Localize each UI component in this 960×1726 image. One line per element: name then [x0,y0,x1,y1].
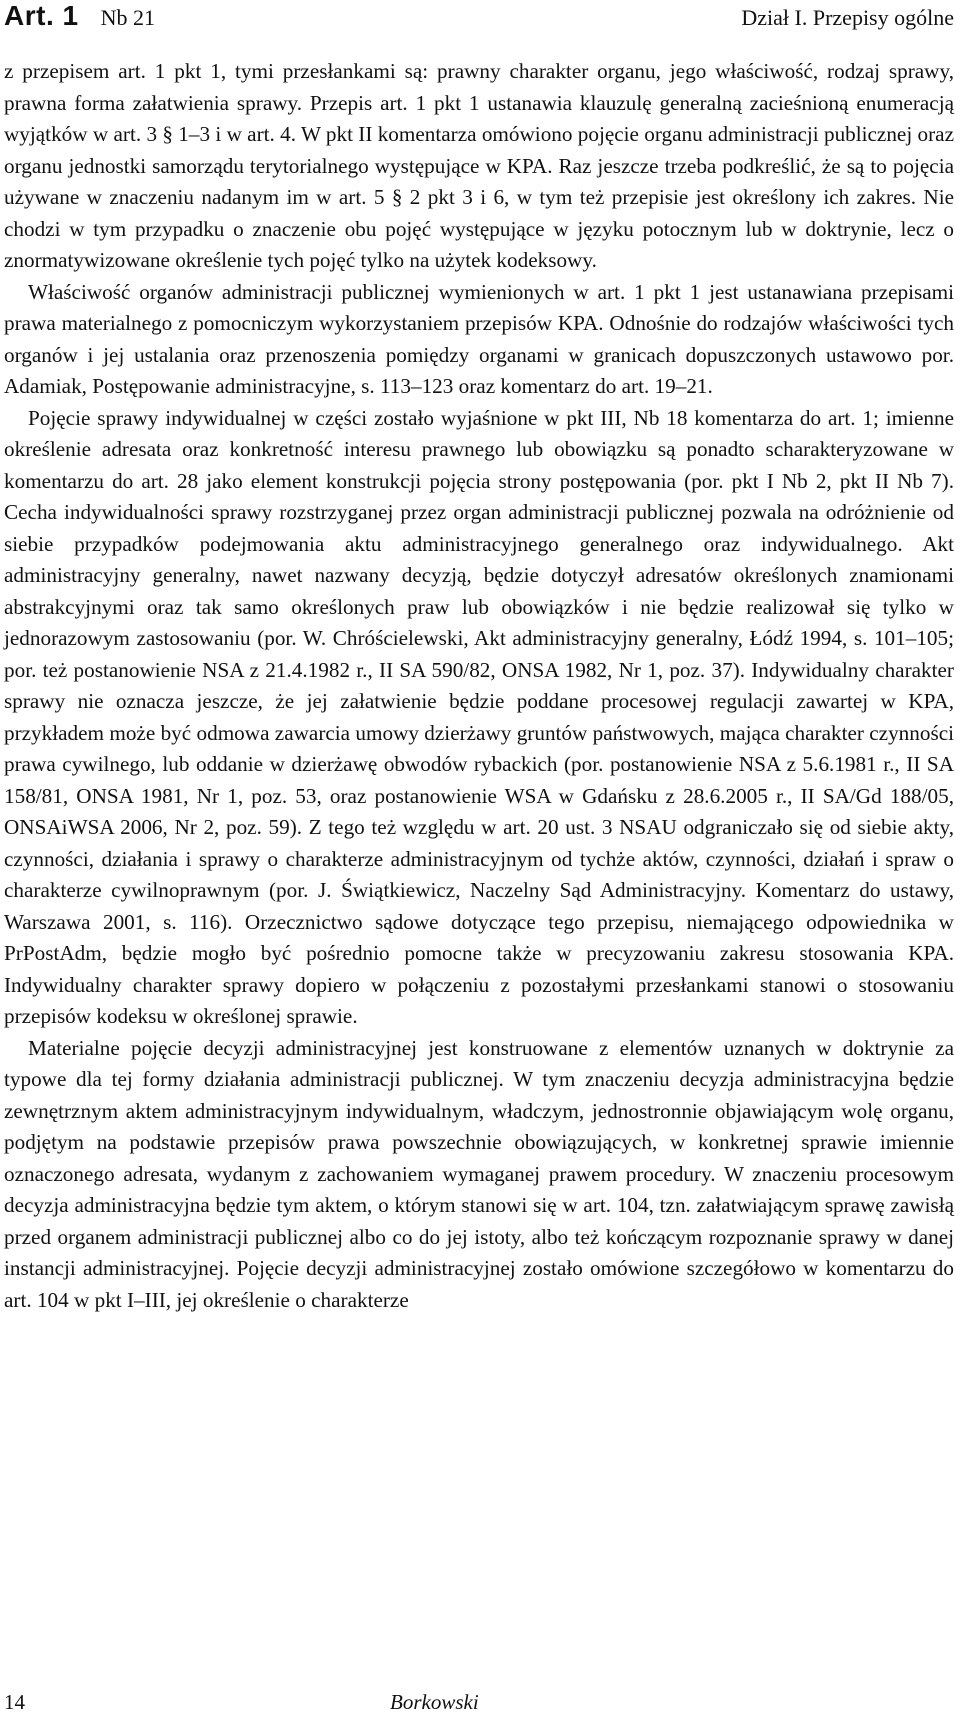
paragraph-3: Pojęcie sprawy indywidualnej w części zostało wyjaśnione w pkt III, Nb 18 komentarza do art. 1; imienne określenie adresata oraz konkretność interesu prawnego lub obowiązku są ponadto scharakteryzowane w komentarzu do art. 28 jako element konstrukcji pojęcia strony postępowania (por. pkt I Nb 2, pkt II Nb 7). Cecha indywidualności sprawy rozstrzyganej przez organ administracji publicznej pozwala na odróżnienie od siebie przypadków podejmowania aktu administracyjnego generalnego oraz indywidualnego. Akt administracyjny generalny, nawet nazwany decyzją, będzie dotyczył adresatów określonych znamionami abstrakcyjnymi oraz tak samo określonych praw lub obowiązków i nie będzie realizował się tylko w jednorazowym zastosowaniu (por. W. Chróścielewski, Akt administracyjny generalny, Łódź 1994, s. 101–105; por. też postanowienie NSA z 21.4.1982 r., II SA 590/82, ONSA 1982, Nr 1, poz. 37). Indywidualny charakter sprawy nie oznacza jeszcze, że jej załatwienie będzie poddane procesowej regulacji zawartej w KPA, przykładem może być odmowa zawarcia umowy dzierżawy gruntów państwowych, mająca charakter czynności prawa cywilnego, lub oddanie w dzierżawę obwodów rybackich (por. postanowienie NSA z 5.6.1981 r., II SA 158/81, ONSA 1981, Nr 1, poz. 53, oraz postanowienie WSA w Gdańsku z 28.6.2005 r., II SA/Gd 188/05, ONSAiWSA 2006, Nr 2, poz. 59). Z tego też względu w art. 20 ust. 3 NSAU odgraniczało się od siebie akty, czynności, działania i sprawy o charakterze administracyjnym od tychże aktów, czynności, działań i spraw o charakterze cywilnoprawnym (por. J. Świątkiewicz, Naczelny Sąd Administracyjny. Komentarz do ustawy, Warszawa 2001, s. 116). Orzecznictwo sądowe dotyczące tego przepisu, niemającego odpowiednika w PrPostAdm, będzie mogło być pośrednio pomocne także w precyzowaniu zakresu stosowania KPA. Indywidualny charakter sprawy dopiero w połączeniu z pozostałymi przesłankami stanowi o stosowaniu przepisów kodeksu w określonej sprawie. [4,405,954,1028]
section-title: Dział I. Przepisy ogólne [741,5,954,30]
running-author: Borkowski [390,1690,479,1714]
page-number: 14 [4,1690,25,1714]
paragraph-1: z przepisem art. 1 pkt 1, tymi przesłankami są: prawny charakter organu, jego właściwość, rodzaj sprawy, prawna forma załatwienia sprawy. Przepis art. 1 pkt 1 ustanawia klauzulę generalną zacieśnioną enumeracją wyjątków w art. 3 § 1–3 i w art. 4. W pkt II komentarza omówiono pojęcie organu administracji publicznej oraz organu jednostki samorządu terytorialnego występujące w KPA. Raz jeszcze trzeba podkreślić, że są to pojęcia używane w znaczeniu nadanym im w art. 5 § 2 pkt 3 i 6, w tym też przepisie jest określony ich zakres. Nie chodzi w tym przypadku o znaczenie obu pojęć występujące w języku potocznym lub w doktrynie, lecz o znormatywizowane określenie tych pojęć tylko na użytek kodeksowy. [4,59,954,272]
paragraph-2: Właściwość organów administracji publicznej wymienionych w art. 1 pkt 1 jest ustanawiana przepisami prawa materialnego z pomocniczym wykorzystaniem przepisów KPA. Odnośnie do rodzajów właściwości tych organów i jej ustalania oraz przenoszenia pomiędzy organami w granicach dopuszczonych ustawowo por. Adamiak, Postępowanie administracyjne, s. 113–123 oraz komentarz do art. 19–21. [4,279,954,398]
page-header [4,0,954,38]
page-footer [4,1690,954,1722]
article-label: Art. 1 [4,0,79,31]
body-text [4,56,954,1316]
paragraph-4: Materialne pojęcie decyzji administracyjnej jest konstruowane z elementów uznanych w doktrynie za typowe dla tej formy działania administracji publicznej. W tym znaczeniu decyzja administracyjna będzie zewnętrznym aktem administracyjnym indywidualnym, władczym, jednostronnie objawiającym wolę organu, podjętym na podstawie przepisów prawa powszechnie obowiązujących, w konkretnej sprawie imiennie oznaczonego adresata, wydanym z zachowaniem wymaganej prawem procedury. W znaczeniu procesowym decyzja administracyjna będzie tym aktem, o którym stanowi się w art. 104, tzn. załatwiającym sprawę zawisłą przed organem administracji publicznej albo co do jej istoty, albo też kończącym rozpoznanie sprawy w danej instancji administracyjnej. Pojęcie decyzji administracyjnej zostało omówione szczegółowo w komentarzu do art. 104 w pkt I–III, jej określenie o charakterze [4,1035,954,1312]
margin-number: Nb 21 [100,5,155,30]
